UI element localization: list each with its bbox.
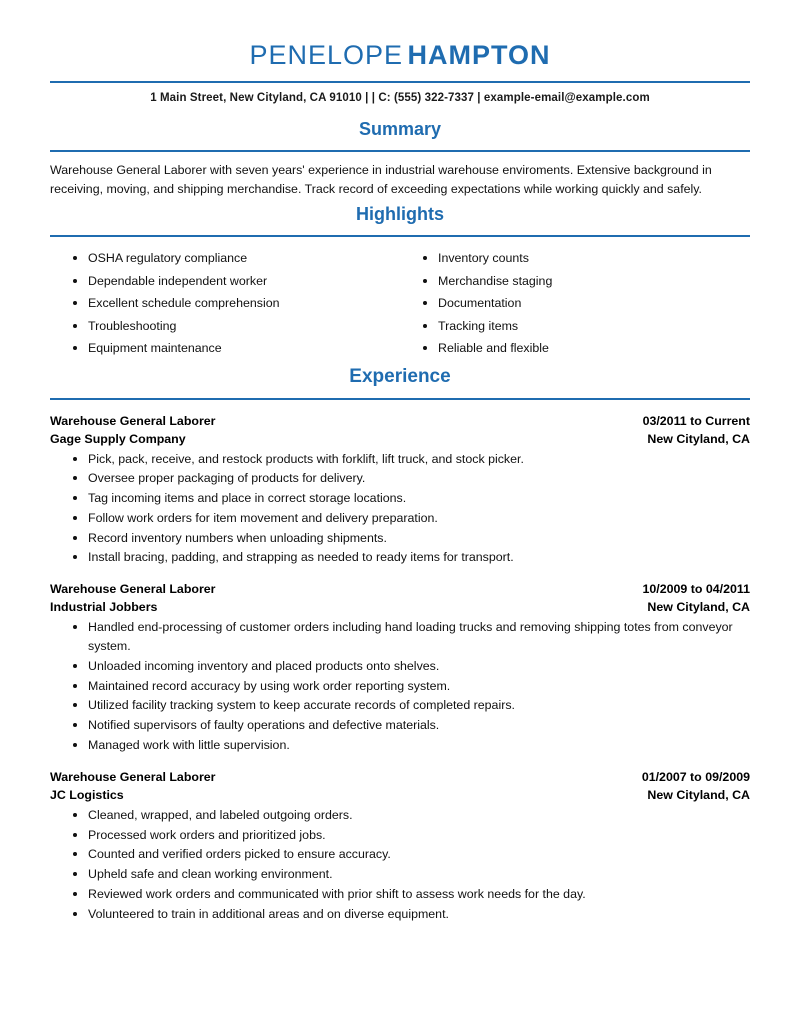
list-item: • Notified supervisors of faulty operations and defective materials. <box>88 716 750 736</box>
job-company-row <box>50 786 750 804</box>
job-role: Warehouse General Laborer <box>50 582 216 597</box>
list-item: • OSHA regulatory compliance <box>88 247 400 270</box>
experience-heading: Experience <box>349 365 451 387</box>
job-dates: 01/2007 to 09/2009 <box>641 769 750 784</box>
list-item: • Dependable independent worker <box>88 270 400 293</box>
job-company: Gage Supply Company <box>50 431 186 446</box>
first-name: PENELOPE <box>249 40 404 70</box>
list-item: • Pick, pack, receive, and restock products with forklift, lift truck, and stock picker. <box>88 450 750 470</box>
list-item: • Oversee proper packaging of products for delivery. <box>88 469 750 489</box>
list-item: • Maintained record accuracy by using work order reporting system. <box>88 677 750 697</box>
list-item: • Equipment maintenance <box>88 337 400 360</box>
list-item: • Reviewed work orders and communicated with prior shift to assess work needs for the day. <box>88 885 750 905</box>
list-item: • Excellent schedule comprehension <box>88 292 400 315</box>
summary-section <box>50 119 750 198</box>
highlights-heading: Highlights <box>356 204 444 224</box>
resume-header <box>50 40 750 113</box>
list-item: • Upheld safe and clean working environment. <box>88 865 750 885</box>
highlights-left-column <box>50 247 400 360</box>
list-item: • Tag incoming items and place in correct storage locations. <box>88 489 750 509</box>
highlights-right-column <box>400 247 750 360</box>
job-location: New Cityland, CA <box>647 431 750 446</box>
job-company-row <box>50 430 750 448</box>
candidate-name <box>50 40 750 71</box>
list-item: • Managed work with little supervision. <box>88 736 750 756</box>
job-title-row <box>50 768 750 786</box>
job-location: New Cityland, CA <box>647 787 750 802</box>
job-bullets <box>50 450 750 569</box>
job-company-row <box>50 598 750 616</box>
summary-text: Warehouse General Laborer with seven years' experience in industrial warehouse enviroments. Extensive background in receiving, moving, and shipping merchandise. Track record of exceeding expectations while working quickly and safely. <box>50 163 712 196</box>
highlights-section <box>50 204 750 360</box>
list-item: • Tracking items <box>438 315 750 338</box>
job-dates: 03/2011 to Current <box>642 413 750 428</box>
list-item: • Processed work orders and prioritized jobs. <box>88 826 750 846</box>
job-location: New Cityland, CA <box>647 600 750 615</box>
job-role: Warehouse General Laborer <box>50 413 216 428</box>
list-item: • Follow work orders for item movement and delivery preparation. <box>88 509 750 529</box>
job-company: JC Logistics <box>50 787 124 802</box>
experience-section <box>50 366 750 925</box>
list-item: • Unloaded incoming inventory and placed products onto shelves. <box>88 657 750 677</box>
summary-divider <box>50 150 750 152</box>
list-item: • Counted and verified orders picked to ensure accuracy. <box>88 845 750 865</box>
list-item: • Volunteered to train in additional areas and on diverse equipment. <box>88 905 750 925</box>
job-dates: 10/2009 to 04/2011 <box>642 582 750 597</box>
list-item: • Troubleshooting <box>88 315 400 338</box>
list-item: • Merchandise staging <box>438 270 750 293</box>
list-item: • Cleaned, wrapped, and labeled outgoing orders. <box>88 806 750 826</box>
experience-item <box>50 580 750 756</box>
job-title-row <box>50 580 750 598</box>
job-company: Industrial Jobbers <box>50 600 158 615</box>
summary-heading: Summary <box>358 119 442 139</box>
list-item: • Documentation <box>438 292 750 315</box>
experience-item <box>50 768 750 925</box>
list-item: • Inventory counts <box>438 247 750 270</box>
job-role: Warehouse General Laborer <box>50 769 216 784</box>
job-bullets <box>50 618 750 756</box>
experience-divider <box>50 398 750 400</box>
highlights-divider <box>50 235 750 237</box>
highlights-columns <box>50 247 750 360</box>
list-item: • Install bracing, padding, and strapping as needed to ready items for transport. <box>88 548 750 568</box>
list-item: • Handled end-processing of customer orders including hand loading trucks and removing shipping totes from conveyor system. <box>88 618 750 657</box>
contact-line: 1 Main Street, New Cityland, CA 91010 | | C: (555) 322-7337 | example-email@example.com <box>150 92 650 104</box>
list-item: • Reliable and flexible <box>438 337 750 360</box>
list-item: • Utilized facility tracking system to keep accurate records of completed repairs. <box>88 696 750 716</box>
list-item: • Record inventory numbers when unloading shipments. <box>88 529 750 549</box>
last-name: HAMPTON <box>407 40 551 70</box>
job-title-row <box>50 412 750 430</box>
experience-item <box>50 412 750 569</box>
job-bullets <box>50 806 750 925</box>
